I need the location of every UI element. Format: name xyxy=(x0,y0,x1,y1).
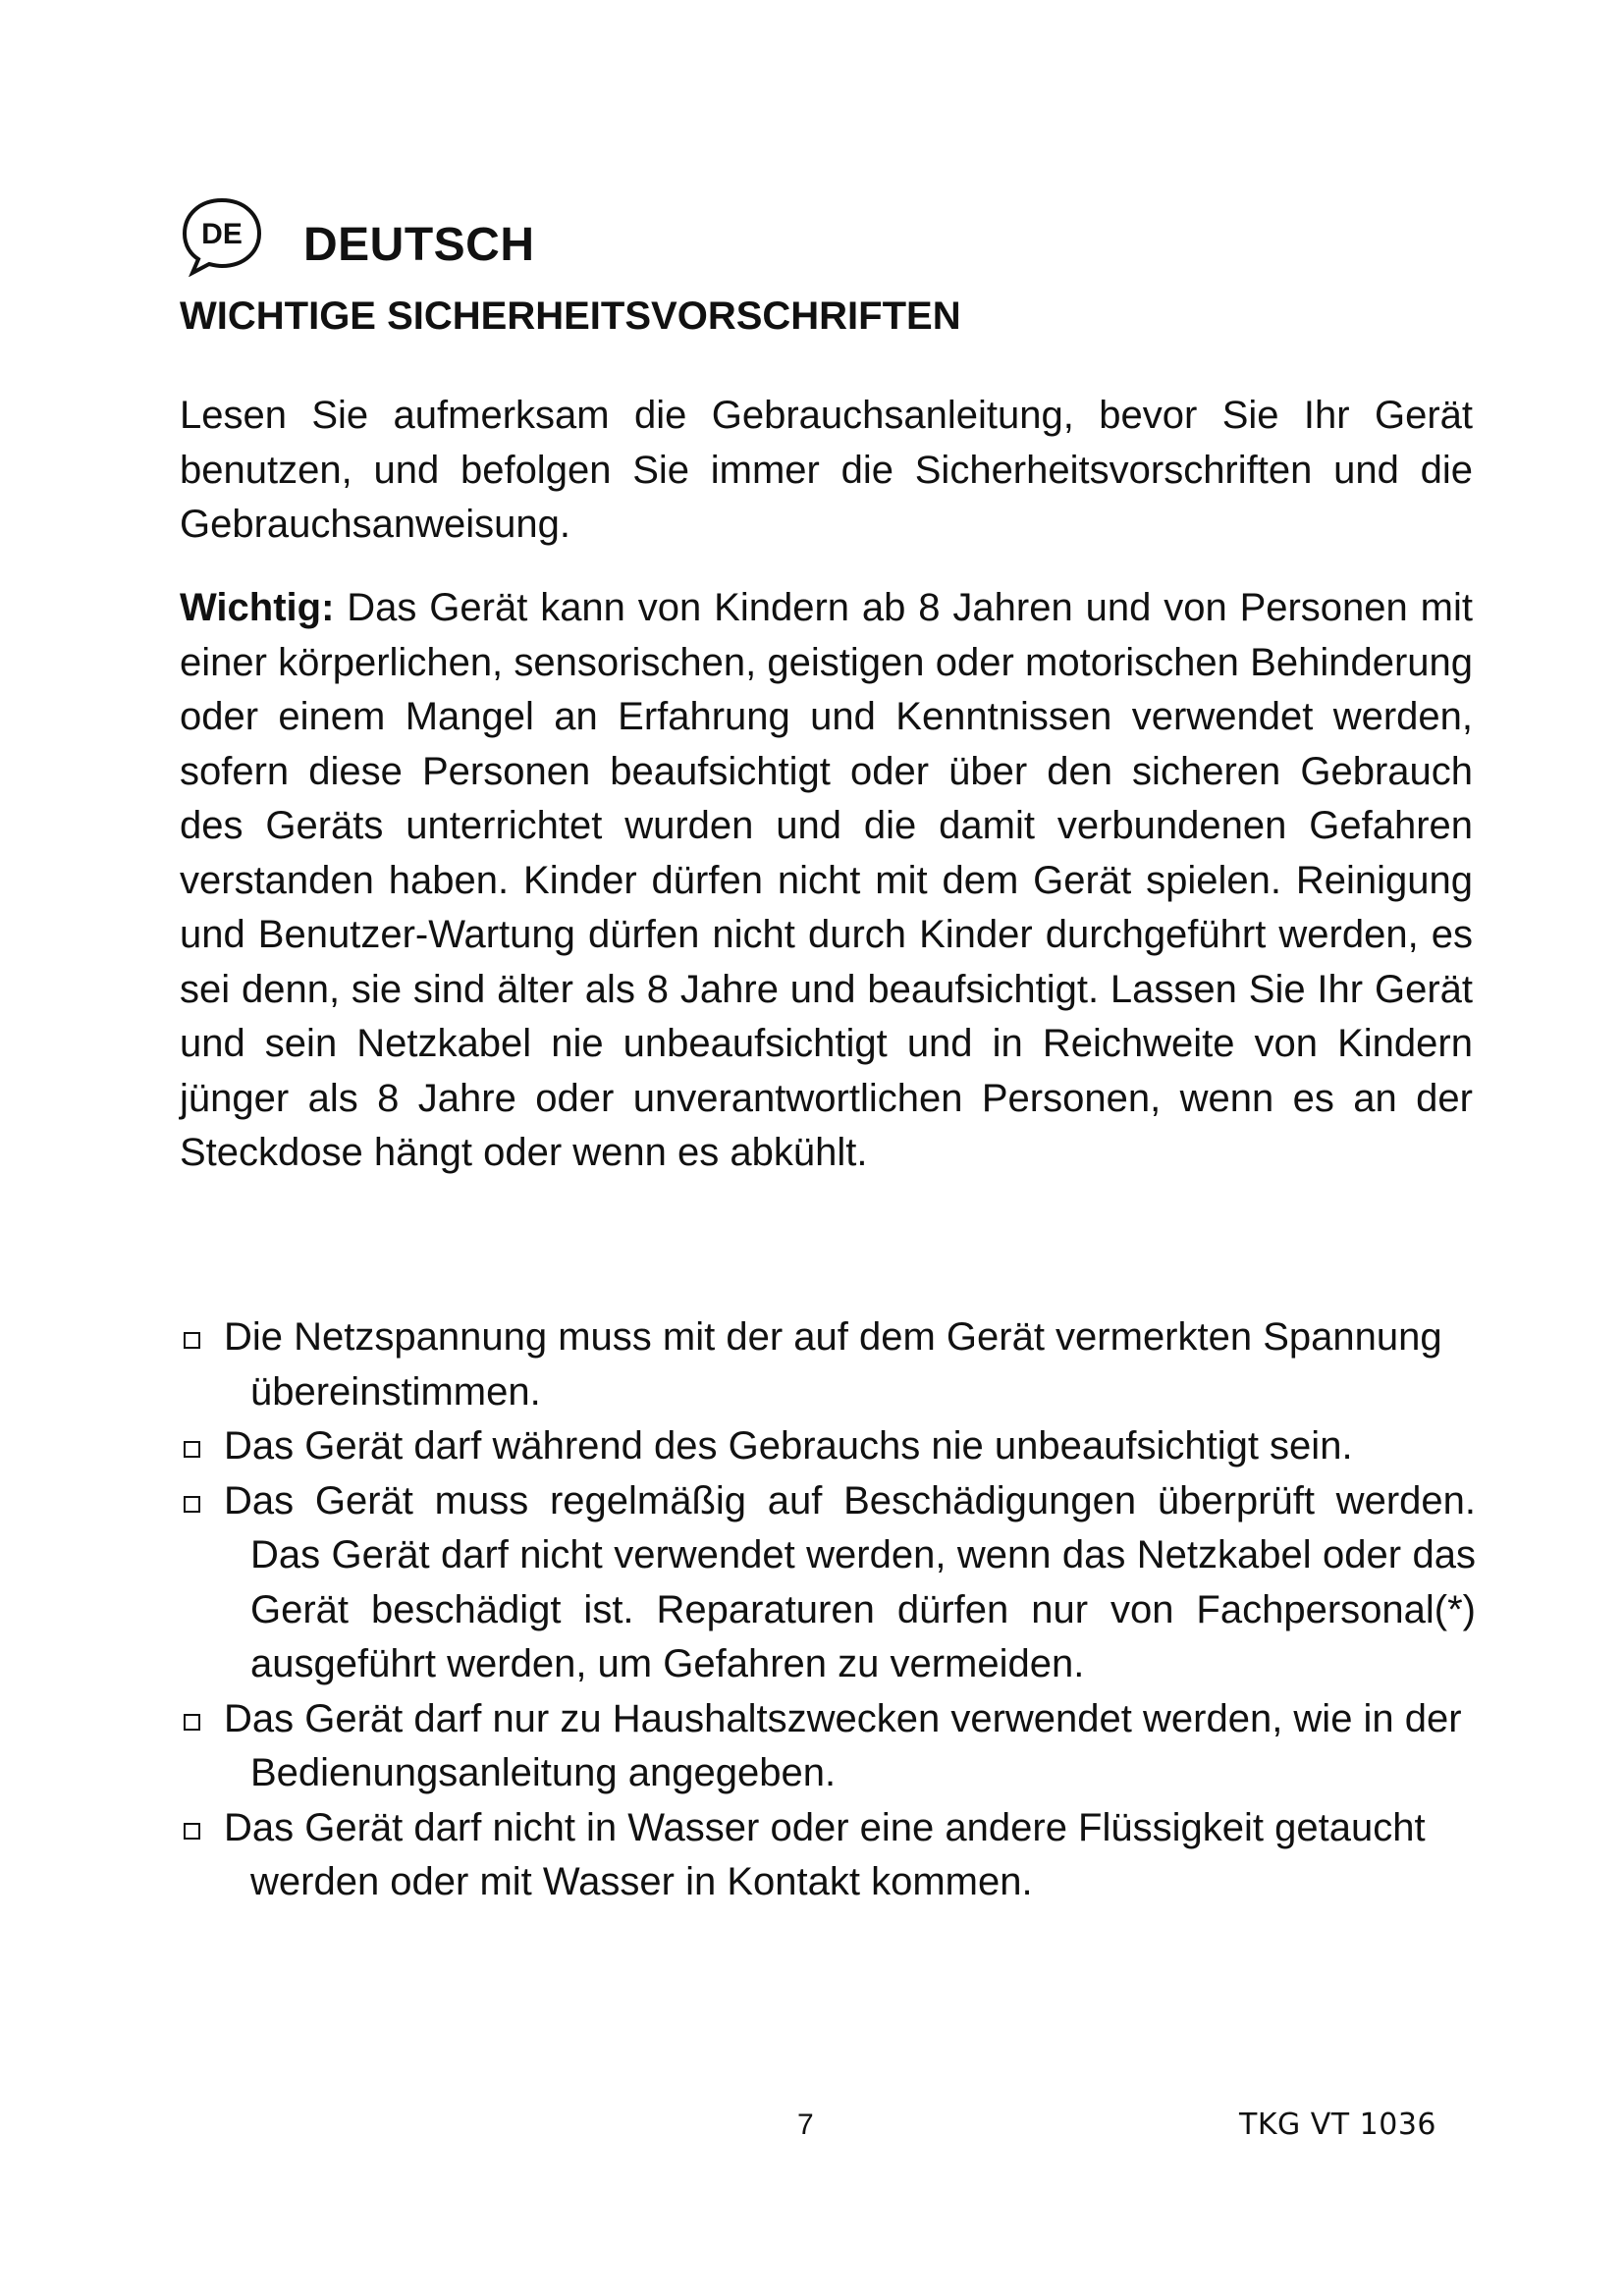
page-number: 7 xyxy=(797,2109,814,2141)
list-item-text: Das Gerät muss regelmäßig auf Beschädigungen überprüft werden. Das Gerät darf nicht verwendet werden, wenn das Netzkabel oder das Gerät beschädigt ist. Reparaturen dürfen nur von Fachpersonal(*) ausgeführt werden, um Gefahren zu vermeiden. xyxy=(224,1478,1476,1685)
safety-list xyxy=(180,1310,1476,1910)
square-bullet-icon xyxy=(184,1496,200,1513)
language-title: DEUTSCH xyxy=(303,219,535,271)
list-item xyxy=(180,1692,1476,1801)
square-bullet-icon xyxy=(184,1714,200,1731)
list-item-text: Das Gerät darf nicht in Wasser oder eine andere Flüssigkeit getaucht werden oder mit Wasser in Kontakt kommen. xyxy=(224,1805,1426,1903)
square-bullet-icon xyxy=(184,1441,200,1458)
important-paragraph xyxy=(180,581,1473,1181)
square-bullet-icon xyxy=(184,1332,200,1349)
important-label: Wichtig: xyxy=(180,586,335,629)
list-item-text: Die Netzspannung muss mit der auf dem Gerät vermerkten Spannung übereinstimmen. xyxy=(224,1315,1442,1414)
model-number: TKG VT 1036 xyxy=(1239,2108,1437,2142)
square-bullet-icon xyxy=(184,1823,200,1840)
list-item-text: Das Gerät darf während des Gebrauchs nie unbeaufsichtigt sein. xyxy=(224,1424,1353,1468)
badge-text: DE xyxy=(201,218,243,250)
list-item-text: Das Gerät darf nur zu Haushaltszwecken verwendet werden, wie in der Bedienungsanleitung angegeben. xyxy=(224,1696,1462,1794)
intro-paragraph: Lesen Sie aufmerksam die Gebrauchsanleitung, bevor Sie Ihr Gerät benutzen, und befolgen Sie immer die Sicherheitsvorschriften und die Gebrauchsanweisung. xyxy=(180,394,1473,546)
list-item xyxy=(180,1474,1476,1692)
list-item xyxy=(180,1310,1476,1419)
list-item xyxy=(180,1801,1476,1910)
important-text: Das Gerät kann von Kindern ab 8 Jahren und von Personen mit einer körperlichen, sensorischen, geistigen oder motorischen Behinderung oder einem Mangel an Erfahrung und Kenntnissen verwendet werden, sofern diese Personen beaufsichtigt oder über den sicheren Gebrauch des Geräts unterrichtet wurden und die damit verbundenen Gefahren verstanden haben. Kinder dürfen nicht mit dem Gerät spielen. Reinigung und Benutzer-Wartung dürfen nicht durch Kinder durchgeführt werden, es sei denn, sie sind älter als 8 Jahre und beaufsichtigt. Lassen Sie Ihr Gerät und sein Netzkabel nie unbeaufsichtigt und in Reichweite von Kindern jünger als 8 Jahre oder unverantwortlichen Personen, wenn es an der Steckdose hängt oder wenn es abkühlt. xyxy=(180,586,1473,1174)
language-header xyxy=(180,194,535,277)
speech-bubble-icon xyxy=(180,194,264,277)
section-title: WICHTIGE SICHERHEITSVORSCHRIFTEN xyxy=(180,294,961,338)
list-item xyxy=(180,1419,1476,1474)
